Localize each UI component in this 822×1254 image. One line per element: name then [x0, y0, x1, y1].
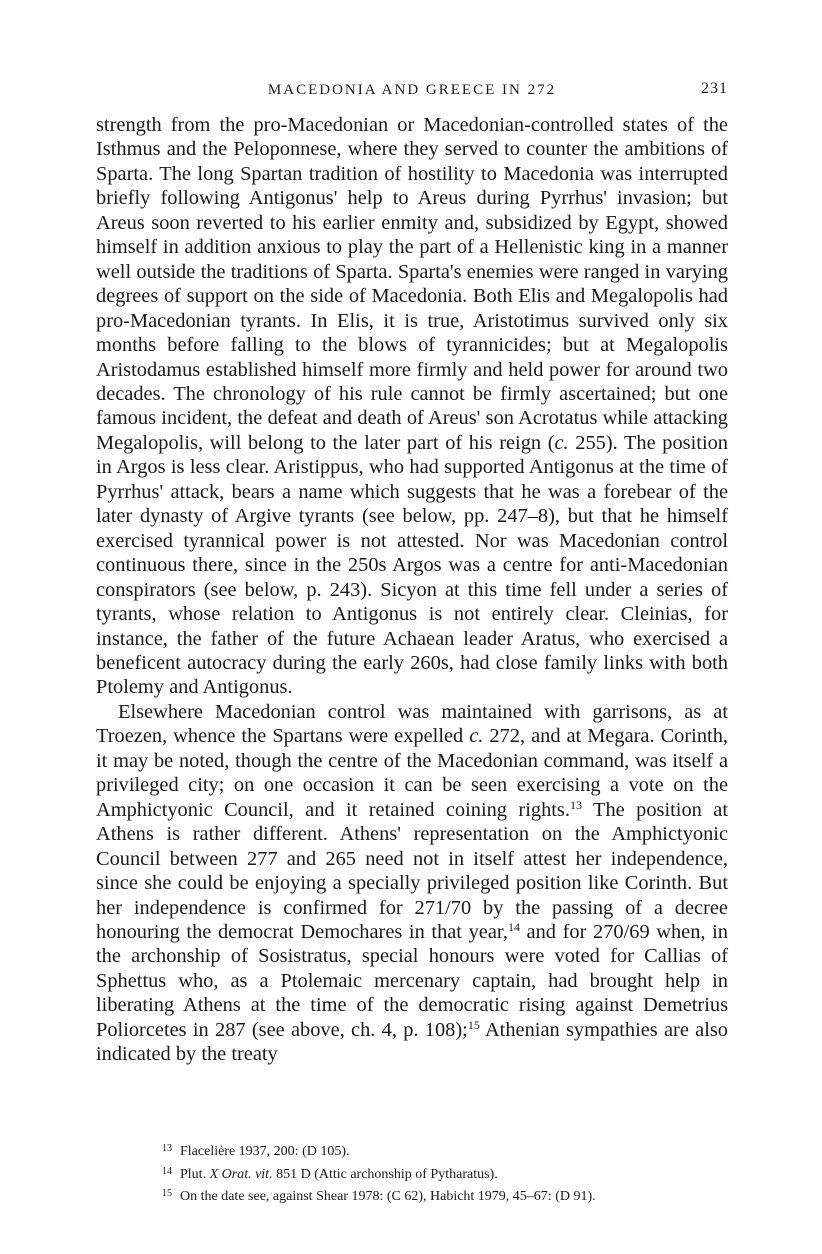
circa-abbrev: c. — [469, 725, 484, 748]
paragraph-1 — [96, 113, 728, 700]
running-head — [96, 78, 728, 108]
footnote-number: 14 — [162, 1165, 172, 1177]
footnote-number: 15 — [162, 1188, 172, 1199]
paragraph-2 — [96, 700, 728, 1067]
page-number: 231 — [701, 80, 728, 97]
footnote-text: Flacelière 1937, 200: (D 105). — [180, 1144, 350, 1159]
footnote-text: On the date see, against Shear 1978: (C 62), Habicht 1979, 45–67: (D 91). — [180, 1189, 596, 1204]
text-run: strength from the pro-Macedonian or Macedonian-controlled states of the Isthmus and the Peloponnese, where they served to counter the ambitions of Sparta. The long Spartan tradition of hostility to Macedonia was interrupted briefly following Antigonus' help to Areus during Pyrrhus' invasion; but Areus soon reverted to his earlier enmity and, subsidized by Egypt, showed himself in addition anxious to play the part of a Hellenistic king in a manner well outside the traditions of Sparta. Sparta's enemies were ranged in varying degrees of support on the side of Macedonia. Both Elis and Megalopolis had pro-Macedonian tyrants. In Elis, it is true, Aristotimus survived only six months before falling to the blows of tyrannicides; but at Megalopolis Aristodamus established himself more firmly and held power for around two decades. The chronology of his rule cannot be firmly ascertained; but one famous incident, the defeat and death of Areus' son Acrotatus while attacking Megalopolis, will belong to the later part of his reign ( — [96, 114, 728, 454]
footnotes — [162, 1139, 732, 1207]
text-run: Athenian sympathies are also indicated by the treaty — [96, 1018, 728, 1066]
body-text — [96, 113, 728, 1067]
running-title: MACEDONIA AND GREECE IN 272 — [267, 82, 557, 98]
work-title: X Orat. vit. — [209, 1166, 273, 1182]
footnote-13 — [162, 1139, 732, 1162]
footnote-number: 13 — [162, 1143, 172, 1154]
text-run: Elsewhere Macedonian control was maintained with garrisons, as at Troezen, whence the Spartans were expelled — [96, 700, 728, 748]
footnote-14 — [162, 1162, 732, 1185]
text-run: The position at Athens is rather different. Athens' representation on the Amphictyonic Council between 277 and 265 need not in itself attest her independence, since she could be enjoying a specially privileged position like Corinth. But her independence is confirmed for 271/70 by the passing of a decree honouring the democrat Demochares in that year, — [96, 798, 728, 943]
footnote-text: Plut. — [180, 1166, 210, 1182]
footnote-ref-15[interactable]: 15 — [467, 1017, 480, 1032]
footnote-ref-13[interactable]: 13 — [569, 797, 582, 812]
text-run: 272, and at Megara. Corinth, it may be noted, though the centre of the Macedonian command, was itself a privileged city; on one occasion it can be seen exercising a vote on the Amphictyonic Council, and it retained coining rights. — [96, 725, 728, 821]
footnote-ref-14[interactable]: 14 — [507, 919, 520, 934]
footnote-15 — [162, 1184, 732, 1207]
circa-abbrev: c. — [554, 431, 569, 454]
text-run: 255). The position in Argos is less clear. Aristippus, who had supported Antigonus at the time of Pyrrhus' attack, bears a name which suggests that he was a forebear of the later dynasty of Argive tyrants (see below, pp. 247–8), but that he himself exercised tyrannical power is not attested. Nor was Macedonian control continuous there, since in the 250s Argos was a centre for anti-Macedonian conspirators (see below, p. 243). Sicyon at this time fell under a series of tyrants, whose relation to Antigonus is not entirely clear. Cleinias, for instance, the father of the future Achaean leader Aratus, who exercised a beneficent autocracy during the early 260s, had close family links with both Ptolemy and Antigonus. — [96, 431, 728, 699]
text-run: and for 270/69 when, in the archonship of Sosistratus, special honours were voted for Callias of Sphettus who, as a Ptolemaic mercenary captain, had brought help in liberating Athens at the time of the democratic rising against Demetrius Poliorcetes in 287 (see above, ch. 4, p. 108); — [96, 920, 728, 1041]
footnote-text: 851 D (Attic archonship of Pytharatus). — [272, 1166, 498, 1182]
